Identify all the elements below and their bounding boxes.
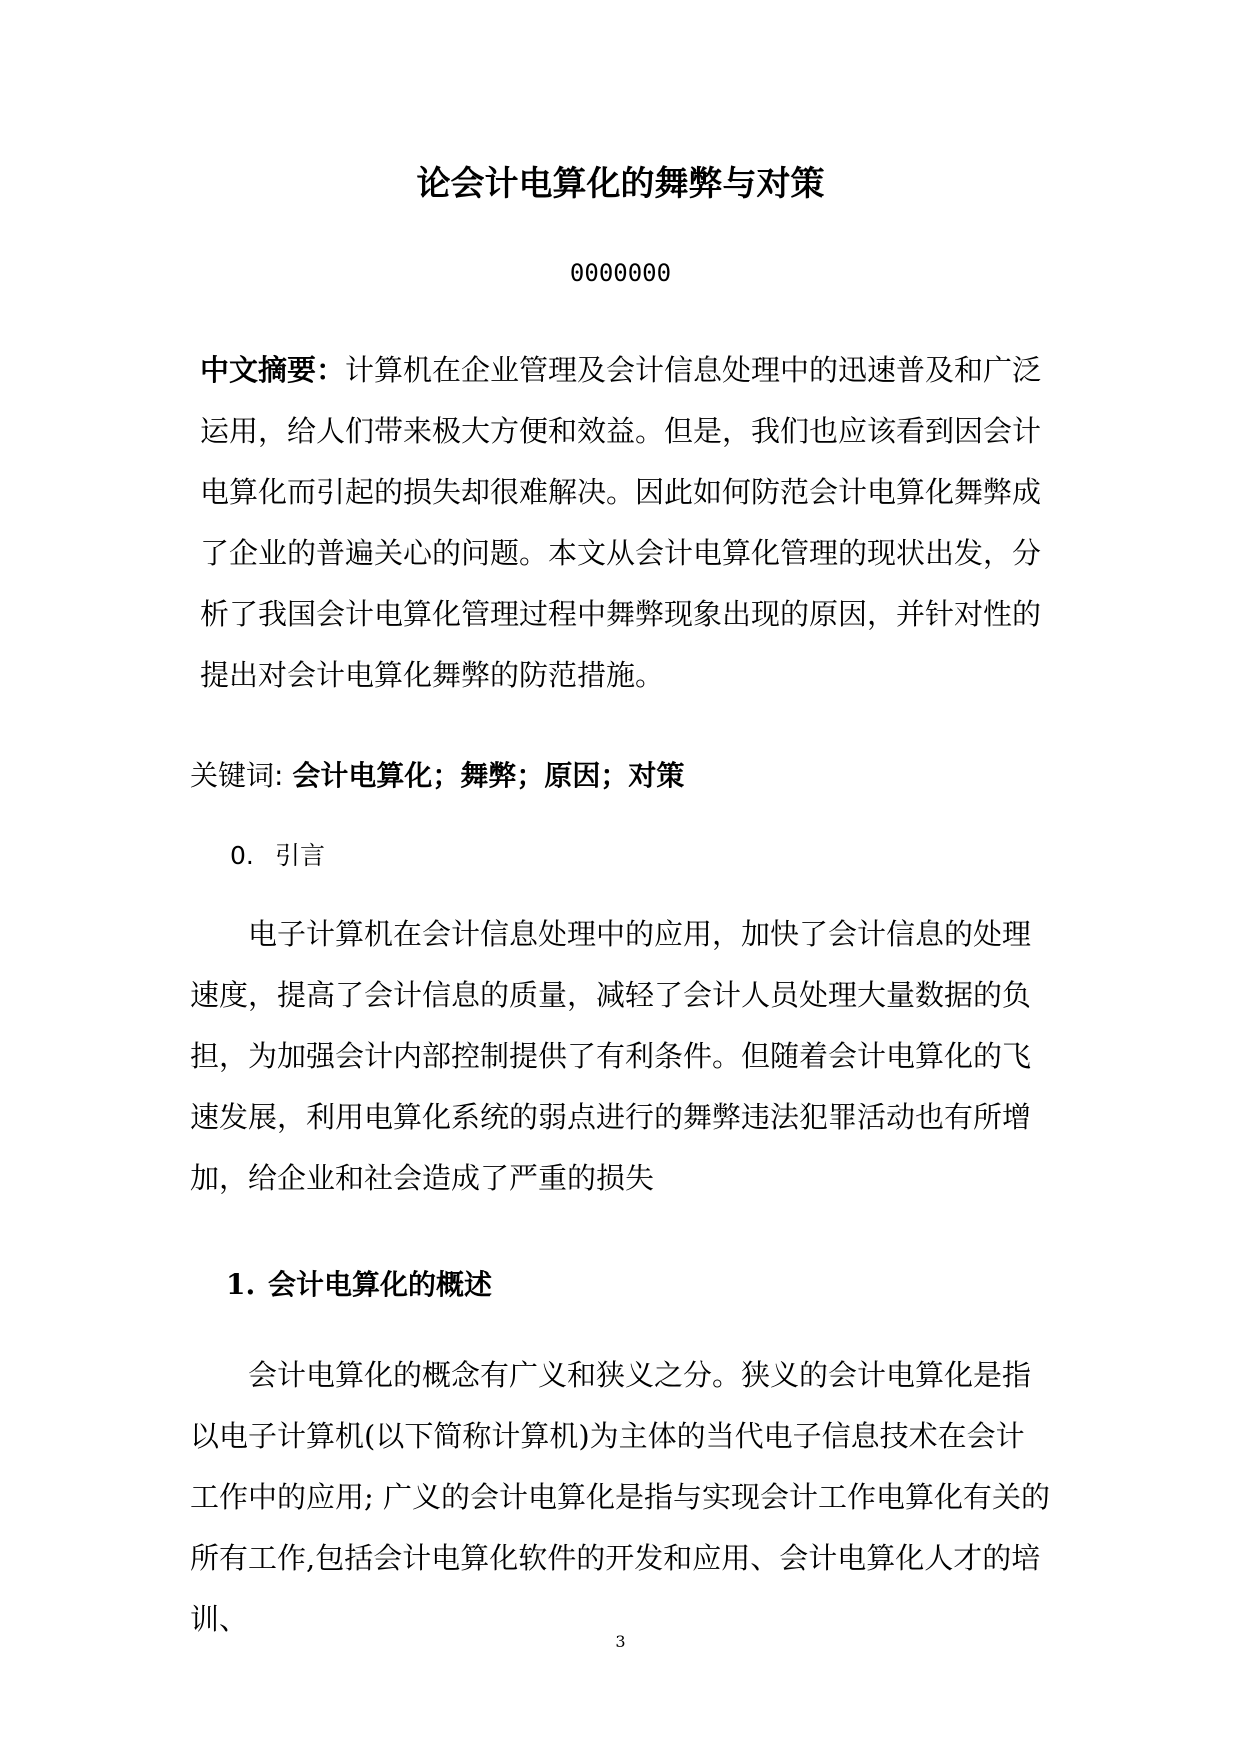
section-heading-overview	[226, 1265, 492, 1305]
section-title: 引言	[275, 841, 326, 870]
abstract	[200, 340, 1060, 706]
section-number: 1.	[226, 1268, 256, 1301]
abstract-label: 中文摘要：	[200, 353, 346, 387]
keywords-values: 会计电算化；舞弊；原因；对策	[292, 759, 685, 792]
abstract-text: 计算机在企业管理及会计信息处理中的迅速普及和广泛运用，给人们带来极大方便和效益。但是，我们也应该看到因会计电算化而引起的损失却很难解决。因此如何防范会计电算化舞弊成了企业的普遍关心的问题。本文从会计电算化管理的现状出发，分析了我国会计电算化管理过程中舞弊现象出现的原因，并针对性的提出对会计电算化舞弊的防范措施。	[200, 353, 1042, 692]
paper-title: 论会计电算化的舞弊与对策	[416, 164, 825, 204]
author-id: 0000000	[569, 259, 672, 287]
keywords	[190, 756, 1090, 796]
section-heading-introduction	[230, 838, 325, 874]
overview-paragraph: 会计电算化的概念有广义和狭义之分。狭义的会计电算化是指以电子计算机(以下简称计算机)为主体的当代电子信息技术在会计工作中的应用; 广义的会计电算化是指与实现会计工作电算化有关的所有工作,包括会计电算化软件的开发和应用、会计电算化人才的培训、	[190, 1358, 1050, 1636]
page-number: 3	[615, 1632, 626, 1651]
section-title: 会计电算化的概述	[268, 1268, 493, 1301]
introduction-paragraph: 电子计算机在会计信息处理中的应用，加快了会计信息的处理速度，提高了会计信息的质量，减轻了会计人员处理大量数据的负担，为加强会计内部控制提供了有利条件。但随着会计电算化的飞速发展，利用电算化系统的弱点进行的舞弊违法犯罪活动也有所增加，给企业和社会造成了严重的损失	[190, 917, 1032, 1195]
keywords-label: 关键词:	[190, 759, 293, 792]
section-number: 0.	[230, 841, 254, 870]
